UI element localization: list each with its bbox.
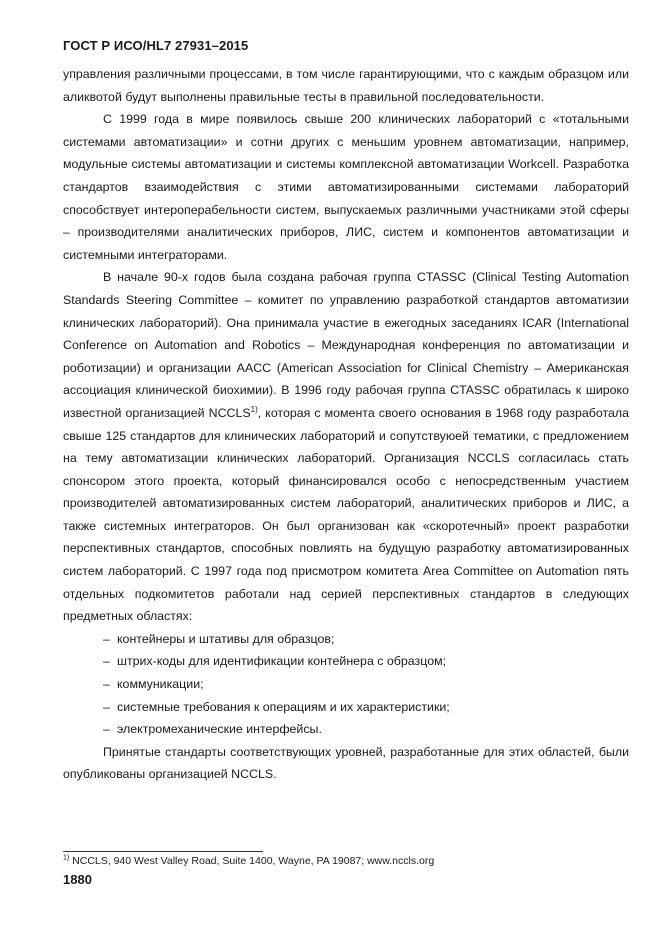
list-bullet: – [103,699,110,714]
footnote-marker: 1) [63,854,70,862]
page-number: 1880 [63,872,92,887]
footnote-reference: 1) [250,404,258,414]
paragraph-1: управления различными процессами, в том числе гарантирующими, что с каждым образцом или аликвотой будут выполнены правильные тесты в правильной последовательности. [63,67,629,104]
list-item [103,696,629,719]
list-item-text: электромеханические интерфейсы. [117,722,322,737]
main-text [63,63,629,786]
paragraph-4: Принятые стандарты соответствующих уровней, разработанные для этих областей, были опубликованы организацией NCCLS. [63,744,629,782]
list-bullet: – [103,631,110,646]
list-item [103,673,629,696]
list-item [103,718,629,741]
document-header: ГОСТ Р ИСО/HL7 27931–2015 [63,38,249,53]
list-item [103,628,629,651]
footnote-text: NCCLS, 940 West Valley Road, Suite 1400, Wayne, PA 19087; www.nccls.org [69,855,435,867]
list-item [103,650,629,673]
list-item-text: штрих-коды для идентификации контейнера с образцом; [117,654,447,669]
list-bullet: – [103,677,110,692]
list-bullet: – [103,654,110,669]
list-bullet: – [103,722,110,737]
subject-areas-list [63,628,629,741]
paragraph-2: С 1999 года в мире появилось свыше 200 клинических лабораторий с «тотальными системами автоматизации» и сотни других с меньшим уровнем автоматизации, например, модульные системы автоматизации и системы комплексной автоматизации Workcell. Разработка стандартов взаимодействия с этими автоматизированными системами лабораторий способствует интероперабельности систем, выпускаемых различными участниками этой сферы – производителями аналитических приборов, ЛИС, систем и компонентов автоматизации и системными интеграторами. [63,112,629,262]
footnote-divider [63,851,263,852]
footnote [63,855,434,868]
paragraph-3 [63,266,629,628]
paragraph-3-part-b: , которая с момента своего основания в 1968 году разработала свыше 125 стандартов для клинических лабораторий и сопутствуюей тематики, с предложением на тему автоматизации клинических лабораторий. Организация NCCLS согласилась стать спонсором этого проекта, который финансировался особо с непосредственным участием производителей автоматизированных систем лабораторий, аналитических приборов и ЛИС, а также системных интеграторов. Он был организован как «скоротечный» проект разработки перспективных стандартов, способных повлиять на будущую разработку автоматизированных систем лабораторий. С 1997 года под присмотром комитета Area Committee on Automation пять отдельных подкомитетов работали над серией перспективных стандартов в следующих предметных областях: [63,405,629,624]
paragraph-3-part-a: В начале 90-х годов была создана рабочая группа CTASSC (Clinical Testing Automation Standards Steering Committee – комитет по управлению разработкой стандартов автоматизии клинических лабораторий). Она принимала участие в ежегодных заседаниях ICAR (International Conference on Automation and Robotics – Международная конференция по автоматизации и роботизации) и организации AACC (American Association for Clinical Chemistry – Американская ассоциация клинической биохимии). В 1996 году рабочая группа CTASSC обратилась к широко известной организацией NCCLS [63,270,629,420]
list-item-text: коммуникации; [117,677,204,692]
list-item-text: системные требования к операциям и их характеристики; [117,699,450,714]
list-item-text: контейнеры и штативы для образцов; [117,631,335,646]
